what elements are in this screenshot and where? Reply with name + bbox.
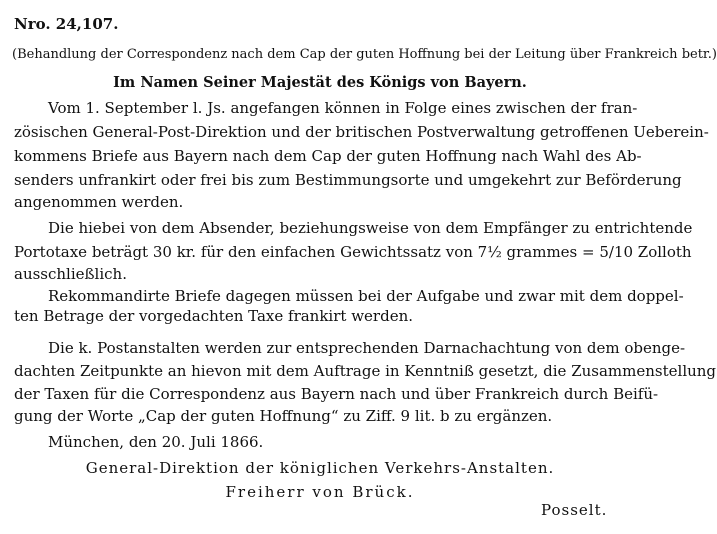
paragraph-1-line-5: angenommen werden. bbox=[14, 193, 184, 211]
paragraph-3-line-2: ten Betrage der vorgedachten Taxe frankirt werden. bbox=[14, 307, 413, 325]
paragraph-1-line-3: kommens Briefe aus Bayern nach dem Cap der guten Hoffnung nach Wahl des Ab- bbox=[14, 147, 642, 165]
paragraph-1-line-1: Vom 1. September l. Js. angefangen können in Folge eines zwischen der fran- bbox=[48, 99, 638, 117]
paragraph-4-line-3: der Taxen für die Correspondenz aus Bayern nach und über Frankreich durch Beifü- bbox=[14, 385, 659, 403]
document-number: Nro. 24,107. bbox=[14, 15, 119, 33]
paragraph-2-line-1: Die hiebei von dem Absender, beziehungsweise von dem Empfänger zu entrichtende bbox=[48, 219, 693, 237]
signature-office: General-Direktion der königlichen Verkehrs-Anstalten. bbox=[85, 459, 555, 477]
paragraph-2-line-2: Portotaxe beträgt 30 kr. für den einfachen Gewichtssatz von 7½ grammes = 5/10 Zolloth bbox=[14, 243, 692, 261]
signature-name: Freiherr von Brück. bbox=[225, 483, 415, 501]
paragraph-3-line-1: Rekommandirte Briefe dagegen müssen bei der Aufgabe und zwar mit dem doppel- bbox=[48, 287, 684, 305]
document-heading: Im Namen Seiner Majestät des Königs von Bayern. bbox=[113, 74, 527, 91]
signature-clerk: Posselt. bbox=[541, 501, 608, 519]
date-place: München, den 20. Juli 1866. bbox=[48, 433, 264, 451]
paragraph-1-line-4: senders unfrankirt oder frei bis zum Bestimmungsorte und umgekehrt zur Beförderung bbox=[14, 171, 682, 189]
paragraph-1-line-2: zösischen General-Post-Direktion und der britischen Postverwaltung getroffenen Ueberein- bbox=[14, 123, 709, 141]
paragraph-4-line-2: dachten Zeitpunkte an hievon mit dem Auftrage in Kenntniß gesetzt, die Zusammenstellung bbox=[14, 362, 717, 380]
paragraph-4-line-4: gung der Worte „Cap der guten Hoffnung“ zu Ziff. 9 lit. b zu ergänzen. bbox=[14, 407, 553, 425]
paragraph-2-line-3: ausschließlich. bbox=[14, 265, 127, 283]
paragraph-4-line-1: Die k. Postanstalten werden zur entsprechenden Darnachachtung von dem obenge- bbox=[48, 339, 686, 357]
document-subject: (Behandlung der Correspondenz nach dem Cap der guten Hoffnung bei der Leitung über Frankreich betr.) bbox=[12, 47, 717, 62]
